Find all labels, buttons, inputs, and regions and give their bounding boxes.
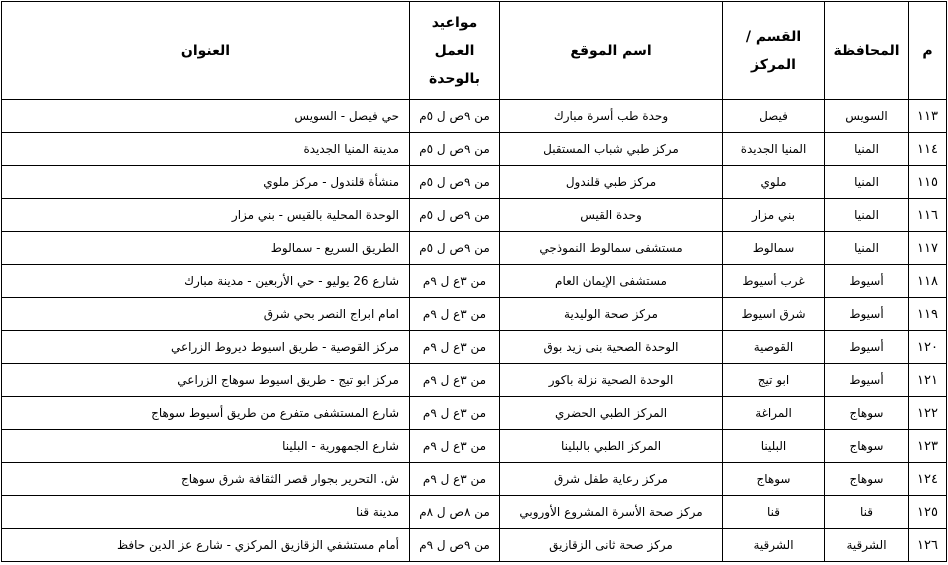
cell-hours: من ٣ع ل ٩م [410,397,500,430]
cell-hours: من ٩ص ل ٥م [410,199,500,232]
cell-district: سمالوط [723,232,825,265]
table-row [2,232,947,265]
cell-num: ١٢٥ [909,496,947,529]
table-row [2,133,947,166]
cell-num: ١١٥ [909,166,947,199]
header-num: م [909,2,947,100]
cell-num: ١٢١ [909,364,947,397]
cell-address: شارع 26 يوليو - حي الأربعين - مدينة مبارك [2,265,410,298]
table-row [2,463,947,496]
header-district: القسم / المركز [723,2,825,100]
cell-site: الوحدة الصحية نزلة باكور [500,364,723,397]
cell-hours: من ٨ص ل ٨م [410,496,500,529]
cell-hours: من ٩ص ل ٥م [410,232,500,265]
cell-address: مدينة المنيا الجديدة [2,133,410,166]
cell-hours: من ٩ص ل ٩م [410,529,500,562]
cell-governorate: السويس [825,100,909,133]
cell-hours: من ٣ع ل ٩م [410,298,500,331]
cell-governorate: أسيوط [825,298,909,331]
cell-site: مركز صحة الأسرة المشروع الأوروبي [500,496,723,529]
cell-governorate: أسيوط [825,364,909,397]
table-row [2,166,947,199]
table-row [2,397,947,430]
cell-num: ١١٩ [909,298,947,331]
header-hours: مواعيد العمل بالوحدة [410,2,500,100]
cell-district: القوصية [723,331,825,364]
cell-num: ١٢٢ [909,397,947,430]
header-site: اسم الموقع [500,2,723,100]
cell-governorate: المنيا [825,133,909,166]
header-row [2,2,947,100]
cell-num: ١٢٦ [909,529,947,562]
cell-governorate: أسيوط [825,265,909,298]
cell-site: الوحدة الصحية بنى زيد بوق [500,331,723,364]
cell-address: حي فيصل - السويس [2,100,410,133]
cell-district: بني مزار [723,199,825,232]
cell-site: المركز الطبي بالبلينا [500,430,723,463]
cell-address: الوحدة المحلية بالقيس - بني مزار [2,199,410,232]
cell-address: أمام مستشفي الزقازيق المركزي - شارع عز الدين حافظ [2,529,410,562]
cell-district: الشرقية [723,529,825,562]
cell-address: مركز القوصية - طريق اسيوط ديروط الزراعي [2,331,410,364]
cell-governorate: سوهاج [825,430,909,463]
table-row [2,199,947,232]
cell-num: ١١٧ [909,232,947,265]
cell-address: مدينة قنا [2,496,410,529]
cell-district: غرب أسيوط [723,265,825,298]
table-row [2,298,947,331]
cell-site: مركز رعاية طفل شرق [500,463,723,496]
table-row [2,364,947,397]
table-body [2,100,947,562]
cell-hours: من ٣ع ل ٩م [410,430,500,463]
cell-hours: من ٣ع ل ٩م [410,265,500,298]
cell-address: ش. التحرير بجوار قصر الثقافة شرق سوهاج [2,463,410,496]
table-row [2,496,947,529]
cell-num: ١١٤ [909,133,947,166]
cell-governorate: سوهاج [825,397,909,430]
cell-num: ١١٣ [909,100,947,133]
cell-address: الطريق السريع - سمالوط [2,232,410,265]
cell-district: قنا [723,496,825,529]
cell-address: شارع الجمهورية - البلينا [2,430,410,463]
cell-hours: من ٣ع ل ٩م [410,364,500,397]
sites-table [1,1,947,562]
cell-num: ١٢٠ [909,331,947,364]
cell-governorate: سوهاج [825,463,909,496]
cell-district: فيصل [723,100,825,133]
table-row [2,529,947,562]
cell-num: ١١٨ [909,265,947,298]
cell-address: منشأة قلندول - مركز ملوي [2,166,410,199]
table-row [2,331,947,364]
cell-governorate: المنيا [825,199,909,232]
cell-address: امام ابراج النصر بحي شرق [2,298,410,331]
table-row [2,265,947,298]
cell-hours: من ٣ع ل ٩م [410,463,500,496]
cell-num: ١١٦ [909,199,947,232]
cell-hours: من ٩ص ل ٥م [410,133,500,166]
cell-site: مركز طبي شباب المستقبل [500,133,723,166]
cell-governorate: المنيا [825,166,909,199]
cell-address: شارع المستشفى متفرع من طريق أسيوط سوهاج [2,397,410,430]
cell-governorate: الشرقية [825,529,909,562]
cell-hours: من ٩ص ل ٥م [410,100,500,133]
cell-district: المنيا الجديدة [723,133,825,166]
cell-district: ملوي [723,166,825,199]
cell-site: مركز طبي قلندول [500,166,723,199]
cell-governorate: المنيا [825,232,909,265]
cell-district: سوهاج [723,463,825,496]
cell-district: المراغة [723,397,825,430]
cell-site: مستشفى الإيمان العام [500,265,723,298]
header-governorate: المحافظة [825,2,909,100]
cell-governorate: أسيوط [825,331,909,364]
cell-num: ١٢٤ [909,463,947,496]
cell-site: وحدة طب أسرة مبارك [500,100,723,133]
cell-site: مركز صحة الوليدية [500,298,723,331]
cell-district: شرق اسيوط [723,298,825,331]
cell-governorate: قنا [825,496,909,529]
cell-site: مستشفى سمالوط النموذجي [500,232,723,265]
table-row [2,100,947,133]
cell-site: وحدة القيس [500,199,723,232]
cell-num: ١٢٣ [909,430,947,463]
cell-hours: من ٩ص ل ٥م [410,166,500,199]
header-address: العنوان [2,2,410,100]
cell-district: البلينا [723,430,825,463]
table-row [2,430,947,463]
cell-hours: من ٣ع ل ٩م [410,331,500,364]
cell-address: مركز ابو تيج - طريق اسيوط سوهاج الزراعي [2,364,410,397]
cell-site: المركز الطبي الحضري [500,397,723,430]
cell-district: ابو تيج [723,364,825,397]
cell-site: مركز صحة ثانى الزقازيق [500,529,723,562]
